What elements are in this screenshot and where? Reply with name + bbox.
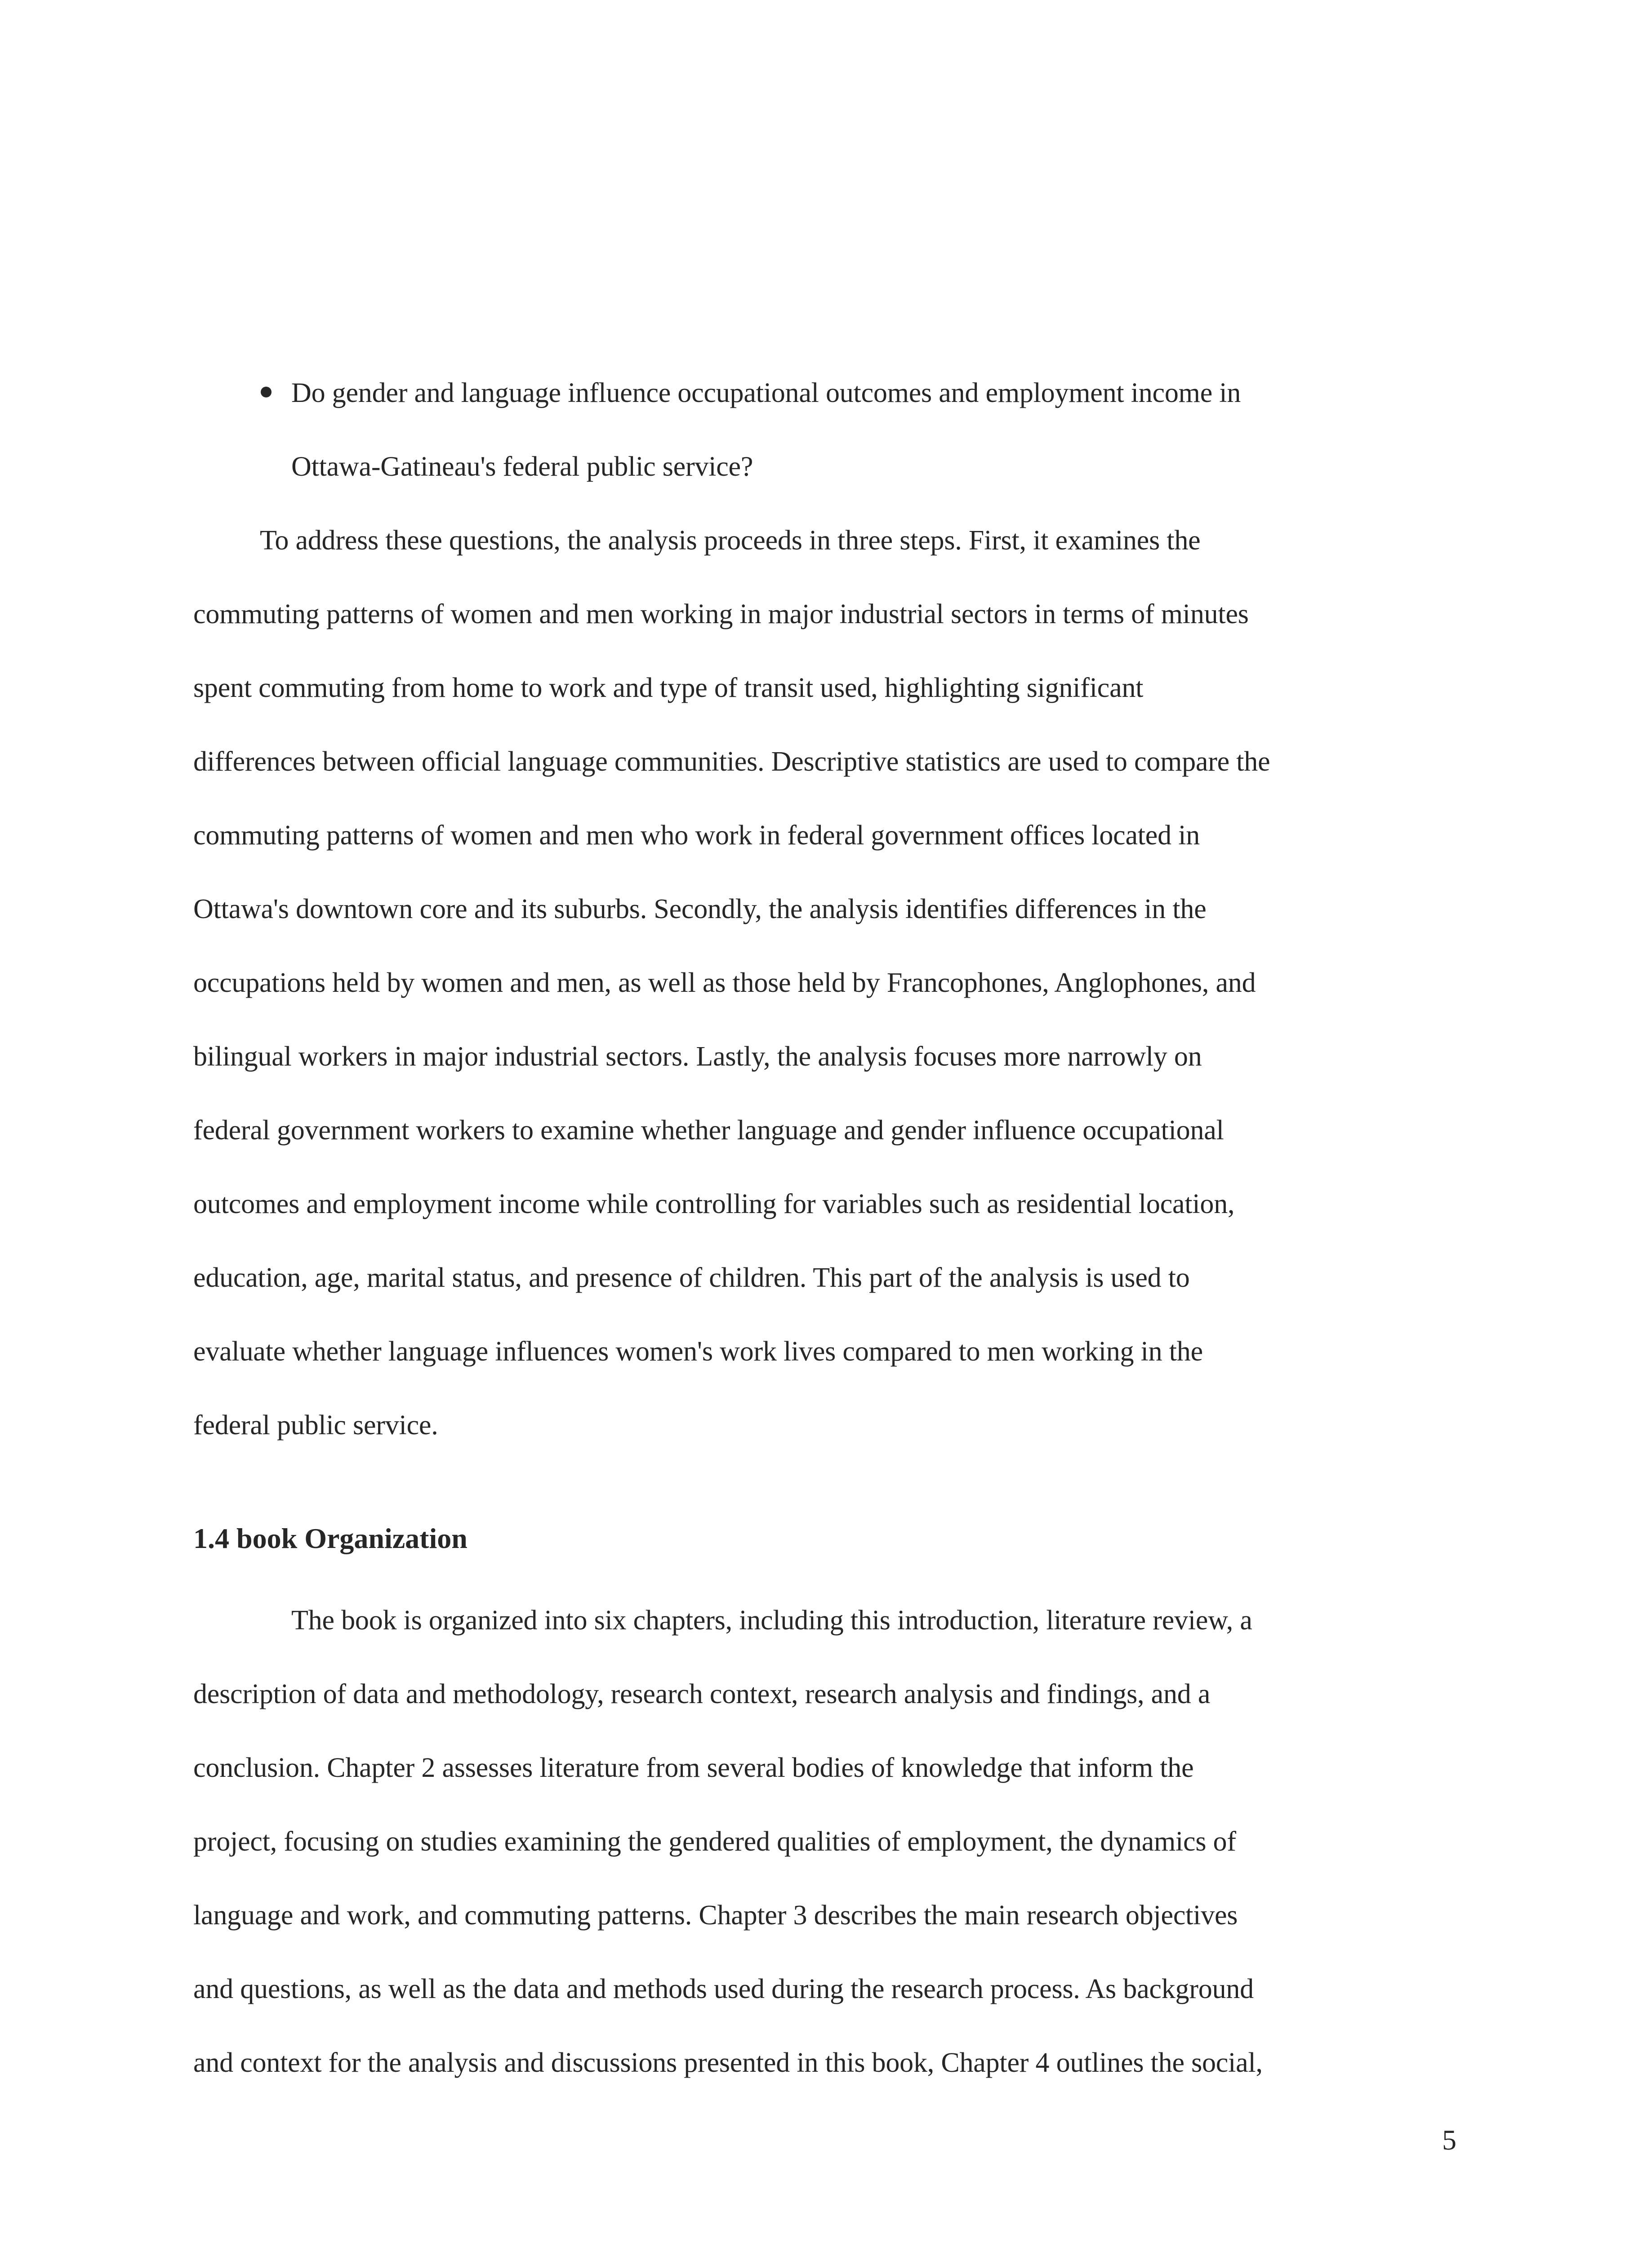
paragraph-line: occupations held by women and men, as well as those held by Francophones, Anglophones, and: [193, 968, 1256, 998]
paragraph-line: language and work, and commuting patterns. Chapter 3 describes the main research objectives: [193, 1900, 1238, 1931]
paragraph-line: commuting patterns of women and men working in major industrial sectors in terms of minutes: [193, 599, 1249, 629]
paragraph-line: project, focusing on studies examining the gendered qualities of employment, the dynamics of: [193, 1826, 1236, 1857]
bullet-line: Do gender and language influence occupational outcomes and employment income in: [291, 378, 1241, 408]
section-heading: 1.4 book Organization: [193, 1522, 468, 1554]
page-number: 5: [1442, 2124, 1456, 2156]
paragraph-line: education, age, marital status, and presence of children. This part of the analysis is used to: [193, 1262, 1190, 1293]
paragraph-line: evaluate whether language influences women's work lives compared to men working in the: [193, 1336, 1203, 1367]
paragraph-line: outcomes and employment income while controlling for variables such as residential location,: [193, 1189, 1235, 1219]
paragraph-line: conclusion. Chapter 2 assesses literature from several bodies of knowledge that inform the: [193, 1753, 1194, 1783]
paragraph-line: description of data and methodology, research context, research analysis and findings, and a: [193, 1679, 1211, 1709]
paragraph-line: To address these questions, the analysis proceeds in three steps. First, it examines the: [260, 525, 1201, 556]
paragraph-line: federal public service.: [193, 1410, 438, 1441]
paragraph-line: differences between official language communities. Descriptive statistics are used to compare the: [193, 746, 1270, 777]
bullet-line: Ottawa-Gatineau's federal public service?: [291, 451, 753, 482]
paragraph-line: Ottawa's downtown core and its suburbs. Secondly, the analysis identifies differences in the: [193, 894, 1207, 924]
paragraph-line: spent commuting from home to work and type of transit used, highlighting significant: [193, 673, 1144, 703]
paragraph-line: commuting patterns of women and men who work in federal government offices located in: [193, 820, 1200, 851]
paragraph-line: The book is organized into six chapters, including this introduction, literature review, a: [291, 1605, 1252, 1636]
bullet-item: [193, 356, 1456, 504]
body-paragraph-analysis-steps: [193, 504, 1456, 1462]
paragraph-line: federal government workers to examine whether language and gender influence occupational: [193, 1115, 1224, 1146]
paragraph-line: and questions, as well as the data and methods used during the research process. As background: [193, 1974, 1254, 2004]
paragraph-line: and context for the analysis and discussions presented in this book, Chapter 4 outlines the social,: [193, 2047, 1263, 2078]
research-question-bullet-list: [193, 356, 1456, 504]
body-paragraph-book-organization: [193, 1583, 1456, 2100]
paragraph-line: bilingual workers in major industrial sectors. Lastly, the analysis focuses more narrowly on: [193, 1041, 1202, 1072]
bullet-dot-icon: [261, 387, 272, 397]
